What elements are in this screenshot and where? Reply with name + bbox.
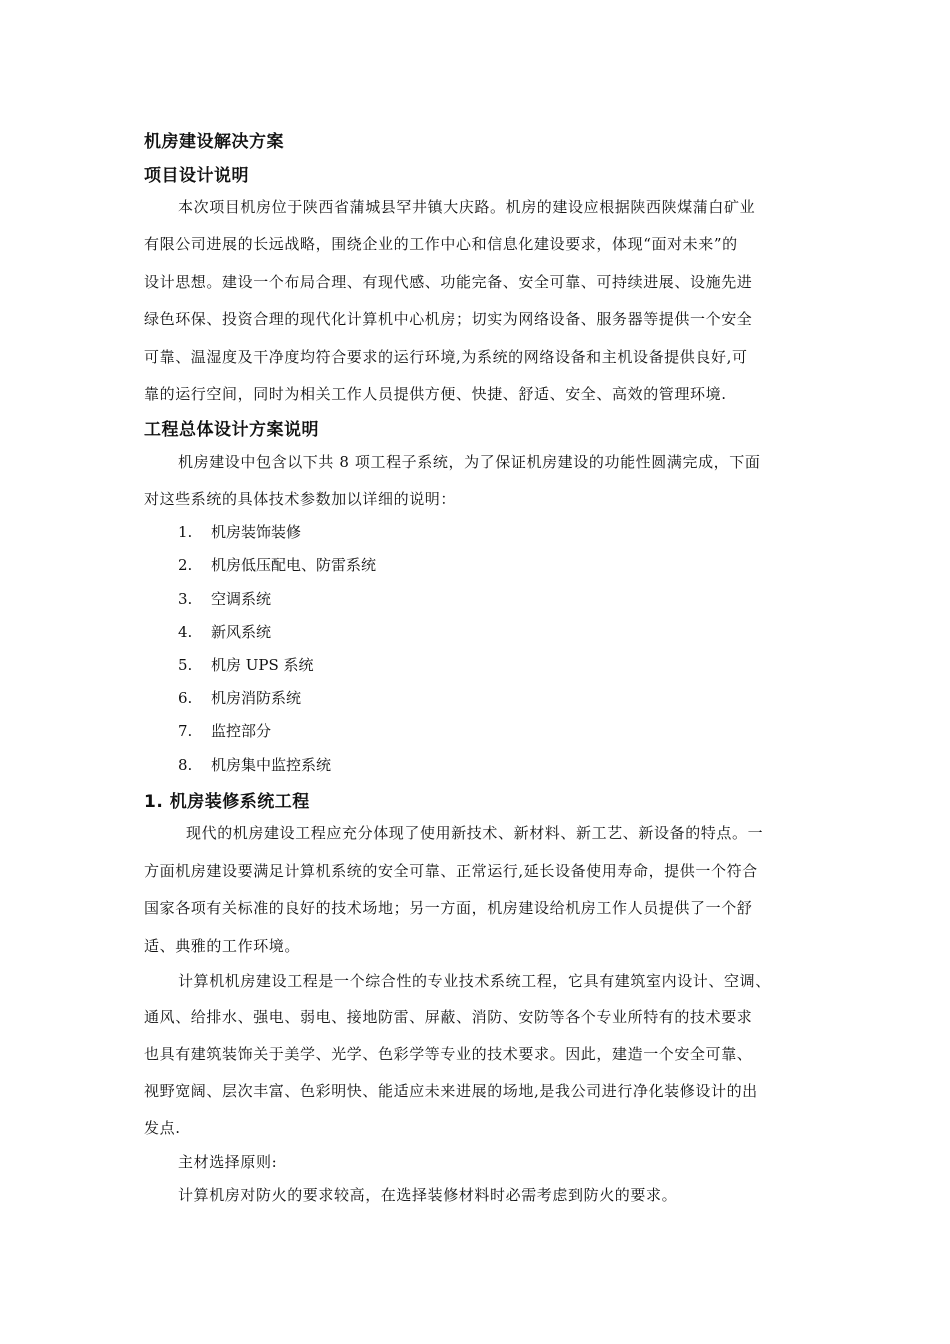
paragraph-line: 对这些系统的具体技术参数加以详细的说明： (144, 490, 457, 508)
paragraph-line: 国家各项有关标准的良好的技术场地；另一方面，机房建设给机房工作人员提供了一个舒 (144, 899, 753, 917)
list-text: 机房装饰装修 (211, 523, 302, 541)
paragraph-line: 有限公司进展的长远战略，围绕企业的工作中心和信息化建设要求，体现“面对未来”的 (144, 235, 738, 253)
list-item (178, 521, 301, 542)
list-text: 新风系统 (211, 623, 272, 641)
paragraph-line: 适、典雅的工作环境。 (144, 937, 301, 955)
list-text: 监控部分 (211, 722, 272, 740)
paragraph-line: 计算机机房建设工程是一个综合性的专业技术系统工程，它具有建筑室内设计、空调、 (178, 972, 771, 990)
list-number: 8. (178, 756, 193, 774)
paragraph-line: 也具有建筑装饰关于美学、光学、色彩学等专业的技术要求。因此，建造一个安全可靠、 (144, 1045, 753, 1063)
section-heading-overall-design: 工程总体设计方案说明 (144, 420, 319, 440)
list-text: 机房 UPS 系统 (211, 656, 314, 674)
list-text: 空调系统 (211, 590, 272, 608)
section-heading-project-design: 项目设计说明 (144, 166, 249, 186)
list-item (178, 720, 271, 741)
list-text: 机房消防系统 (211, 689, 302, 707)
list-number: 5. (178, 656, 193, 674)
paragraph-line: 设计思想。建设一个布局合理、有现代感、功能完备、安全可靠、可持续进展、设施先进 (144, 273, 753, 291)
paragraph-line: 本次项目机房位于陕西省蒲城县罕井镇大庆路。机房的建设应根据陕西陕煤蒲白矿业 (178, 198, 756, 216)
list-item (178, 554, 376, 575)
list-number: 2. (178, 556, 193, 574)
principle-label: 主材选择原则: (178, 1153, 278, 1171)
list-number: 1. (178, 523, 193, 541)
paragraph-line: 可靠、温湿度及干净度均符合要求的运行环境,为系统的网络设备和主机设备提供良好,可 (144, 348, 748, 366)
list-number: 4. (178, 623, 193, 641)
list-item (178, 621, 271, 642)
principle-text: 计算机房对防火的要求较高，在选择装修材料时必需考虑到防火的要求。 (178, 1186, 678, 1204)
paragraph-line: 通风、给排水、强电、弱电、接地防雷、屏蔽、消防、安防等各个专业所特有的技术要求 (144, 1008, 753, 1026)
paragraph-line: 绿色环保、投资合理的现代化计算机中心机房；切实为网络设备、服务器等提供一个安全 (144, 310, 753, 328)
list-item (178, 754, 331, 775)
list-number: 6. (178, 689, 193, 707)
paragraph-line: 现代的机房建设工程应充分体现了使用新技术、新材料、新工艺、新设备的特点。一 (186, 824, 764, 842)
list-item (178, 687, 301, 708)
paragraph-line: 方面机房建设要满足计算机系统的安全可靠、正常运行,延长设备使用寿命，提供一个符合 (144, 862, 758, 880)
paragraph-line: 靠的运行空间，同时为相关工作人员提供方便、快捷、舒适、安全、高效的管理环境. (144, 385, 727, 403)
section-heading-decoration: 1. 机房装修系统工程 (144, 792, 310, 812)
list-text: 机房低压配电、防雷系统 (211, 556, 377, 574)
paragraph-line: 视野宽阔、层次丰富、色彩明快、能适应未来进展的场地,是我公司进行净化装修设计的出 (144, 1082, 758, 1100)
list-number: 7. (178, 722, 193, 740)
document-title: 机房建设解决方案 (144, 132, 284, 152)
list-number: 3. (178, 590, 193, 608)
list-text: 机房集中监控系统 (211, 756, 332, 774)
paragraph-line: 机房建设中包含以下共 8 项工程子系统，为了保证机房建设的功能性圆满完成，下面 (178, 453, 761, 471)
list-item (178, 654, 314, 675)
list-item (178, 588, 271, 609)
paragraph-line: 发点. (144, 1119, 181, 1137)
